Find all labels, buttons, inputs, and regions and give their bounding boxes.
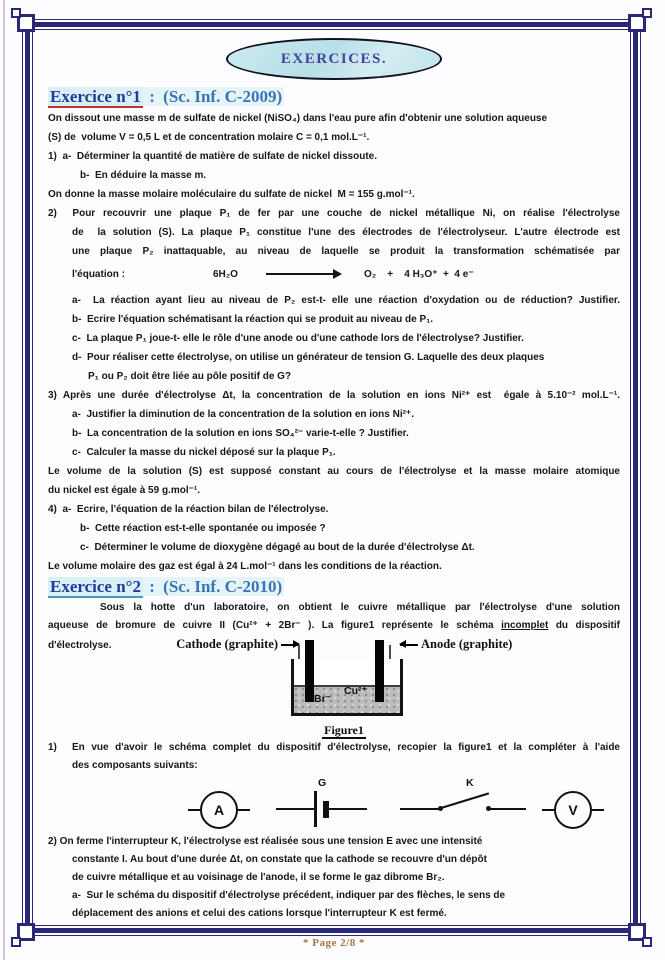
text-line: P₁ ou P₂ doit être liée au pôle positif de G? bbox=[88, 371, 292, 382]
text-segment: représente le schéma bbox=[374, 620, 502, 631]
text-line: une plaque P₂ inattaquable, au niveau de laquelle se produit la transformation schématisée par bbox=[72, 246, 620, 257]
exercise2-body bbox=[48, 599, 620, 923]
ammeter-symbol: A bbox=[200, 791, 238, 829]
text-line: On donne la masse molaire moléculaire du sulfate de nickel M = 155 g.mol⁻¹. bbox=[48, 189, 415, 200]
circuit-components bbox=[48, 777, 620, 831]
text-segment: aqueuse de bromure de cuivre II (Cu²⁺ + 2Br⁻ ). La bbox=[48, 620, 341, 631]
exercise2-source: (Sc. Inf. C-2010) bbox=[163, 577, 283, 596]
text-line: du nickel est égale à 59 g.mol⁻¹. bbox=[48, 485, 200, 496]
figure1-caption bbox=[291, 721, 397, 739]
exercise2-title: Exercice n°2 bbox=[50, 577, 141, 596]
text-line: Le volume de la solution (S) est supposé constant au cours de l'électrolyse et la masse molaire atomique bbox=[48, 466, 620, 477]
cathode-label bbox=[176, 637, 299, 652]
corner-ornament bbox=[642, 8, 652, 18]
text-segment: du dispositif bbox=[548, 620, 620, 631]
exercises-banner bbox=[48, 38, 620, 86]
text-line: b- Cette réaction est-t-elle spontanée ou imposée ? bbox=[80, 523, 326, 534]
anode-electrode bbox=[375, 640, 384, 702]
cathode-electrode bbox=[305, 640, 314, 702]
corner-ornament bbox=[11, 937, 21, 947]
exercise1-body bbox=[48, 109, 620, 576]
switch-symbol bbox=[400, 779, 526, 829]
equation-label: l'équation : bbox=[72, 268, 125, 280]
figure1-caption-text: Figure1 bbox=[324, 723, 364, 737]
text-line: d'électrolyse. bbox=[48, 640, 112, 651]
text-line: Le volume molaire des gaz est égal à 24 L.mol⁻¹ dans les conditions de la réaction. bbox=[48, 561, 442, 572]
question2 bbox=[48, 833, 620, 923]
bromide-ion-label: Br⁻ bbox=[314, 693, 332, 705]
text-line bbox=[72, 739, 620, 757]
voltmeter-symbol: V bbox=[554, 791, 592, 829]
text-line: c- Déterminer le volume de dioxygène dégagé au bout de la durée d'électrolyse Δt. bbox=[80, 542, 475, 553]
text-line: 2) On ferme l'interrupteur K, l'électrolyse est réalisée sous une tension E avec une intensité bbox=[48, 836, 483, 847]
page-number: * Page 2/8 * bbox=[303, 937, 365, 949]
copper-ion-label: Cu²⁺ bbox=[344, 685, 368, 697]
text-line: des composants suivants: bbox=[72, 760, 198, 771]
switch-label: K bbox=[466, 777, 474, 789]
corner-ornament bbox=[17, 923, 35, 941]
exercise2-heading bbox=[48, 576, 620, 599]
wire-lead bbox=[329, 808, 367, 810]
figure-reference: figure1 bbox=[340, 620, 375, 631]
corner-ornament bbox=[11, 8, 21, 18]
exercise1-separator: : bbox=[145, 87, 160, 106]
corner-ornament bbox=[17, 14, 35, 32]
arrow-left-icon bbox=[400, 644, 418, 646]
text-line: b- Ecrire l'équation schématisant la réaction qui se produit au niveau de P₁. bbox=[72, 314, 434, 325]
anode-label bbox=[400, 637, 512, 652]
cathode-label-text: Cathode (graphite) bbox=[176, 637, 278, 651]
text-line: de cuivre métallique et au voisinage de l'anode, il se forme le gaz dibrome Br₂. bbox=[72, 872, 445, 883]
equation-rhs: O₂ + 4 H₃O⁺ + 4 e⁻ bbox=[363, 268, 474, 280]
reaction-arrow-icon bbox=[266, 273, 340, 275]
generator-long-plate bbox=[314, 791, 317, 827]
text-segment: En vue d'avoir le schéma complet du dispositif d'électrolyse, recopier la bbox=[72, 742, 459, 753]
text-line: 4) a- Ecrire, l'équation de la réaction bilan de l'électrolyse. bbox=[48, 504, 329, 515]
switch-blade bbox=[441, 792, 489, 809]
text-line: a- Sur le schéma du dispositif d'électrolyse précédent, indiquer par des flèches, le sens de bbox=[72, 890, 506, 901]
text-line: b- La concentration de la solution en ions SO₄²⁻ varie-t-elle ? Justifier. bbox=[72, 428, 409, 439]
exercise1-heading bbox=[48, 86, 620, 109]
generator-symbol bbox=[276, 779, 372, 829]
text-line: a- Justifier la diminution de la concentration de la solution en ions Ni²⁺. bbox=[72, 409, 414, 420]
text-line: d- Pour réaliser cette électrolyse, on utilise un générateur de tension G. Laquelle des deux plaques bbox=[72, 352, 545, 363]
text-line: 2) Pour recouvrir une plaque P₁ de fer par une couche de nickel métallique Ni, on réalise l'électrolyse bbox=[48, 208, 620, 219]
text-line: On dissout une masse m de sulfate de nickel (NiSO₄) dans l'eau pure afin d'obtenir une solution aqueuse bbox=[48, 113, 548, 124]
text-line bbox=[48, 617, 620, 635]
equation-lhs: 6H₂O bbox=[212, 268, 238, 280]
figure1-electrolysis-cell bbox=[48, 637, 620, 739]
emphasized-word: incomplet bbox=[501, 620, 549, 631]
text-line: Sous la hotte d'un laboratoire, on obtient le cuivre métallique par l'électrolyse d'une solution bbox=[100, 602, 620, 613]
wire-lead bbox=[276, 808, 314, 810]
generator-label: G bbox=[318, 777, 327, 789]
wire-lead bbox=[400, 808, 440, 810]
arrow-right-icon bbox=[281, 644, 299, 646]
text-line: déplacement des anions et celui des cations lorsque l'interrupteur K est fermé. bbox=[72, 908, 447, 919]
question-number: 1) bbox=[48, 742, 57, 753]
corner-ornament bbox=[642, 937, 652, 947]
anode-label-text: Anode (graphite) bbox=[421, 637, 513, 651]
text-line: a- La réaction ayant lieu au niveau de P₂ est-t- elle une réaction d'oxydation ou de réduction? Justifier. bbox=[72, 295, 620, 306]
text-line: constante I. Au bout d'une durée Δt, on constate que la cathode se recouvre d'un dépôt bbox=[72, 854, 487, 865]
text-line: c- La plaque P₁ joue-t- elle le rôle d'une anode ou d'une cathode lors de l'électrolyse? Justifier. bbox=[72, 333, 524, 344]
exercise1-title: Exercice n°1 bbox=[50, 87, 141, 106]
text-line: b- En déduire la masse m. bbox=[80, 170, 207, 181]
corner-ornament bbox=[628, 14, 646, 32]
wire-lead bbox=[490, 808, 526, 810]
half-equation bbox=[48, 262, 620, 286]
document-content bbox=[48, 34, 620, 949]
text-segment: et la compléter à l'aide bbox=[491, 742, 620, 753]
figure-reference: figure1 bbox=[458, 742, 492, 753]
exercise1-source: (Sc. Inf. C-2009) bbox=[163, 87, 283, 106]
question1 bbox=[48, 739, 620, 775]
exercise2-separator: : bbox=[145, 577, 160, 596]
text-line: c- Calculer la masse du nickel déposé sur la plaque P₁. bbox=[72, 447, 336, 458]
corner-ornament bbox=[628, 923, 646, 941]
text-line: (S) de volume V = 0,5 L et de concentration molaire C = 0,1 mol.L⁻¹. bbox=[48, 132, 370, 143]
text-line: 1) a- Déterminer la quantité de matière de sulfate de nickel dissoute. bbox=[48, 151, 377, 162]
text-line: 3) Après une durée d'électrolyse Δt, la concentration de la solution en ions Ni²⁺ est égale à 5.10⁻² mol.L⁻¹. bbox=[48, 390, 620, 401]
banner-title: EXERCICES. bbox=[226, 38, 442, 80]
text-line: de la solution (S). La plaque P₁ constitue l'une des électrodes de l'électrolyseur. L'autre électrode est bbox=[72, 227, 620, 238]
